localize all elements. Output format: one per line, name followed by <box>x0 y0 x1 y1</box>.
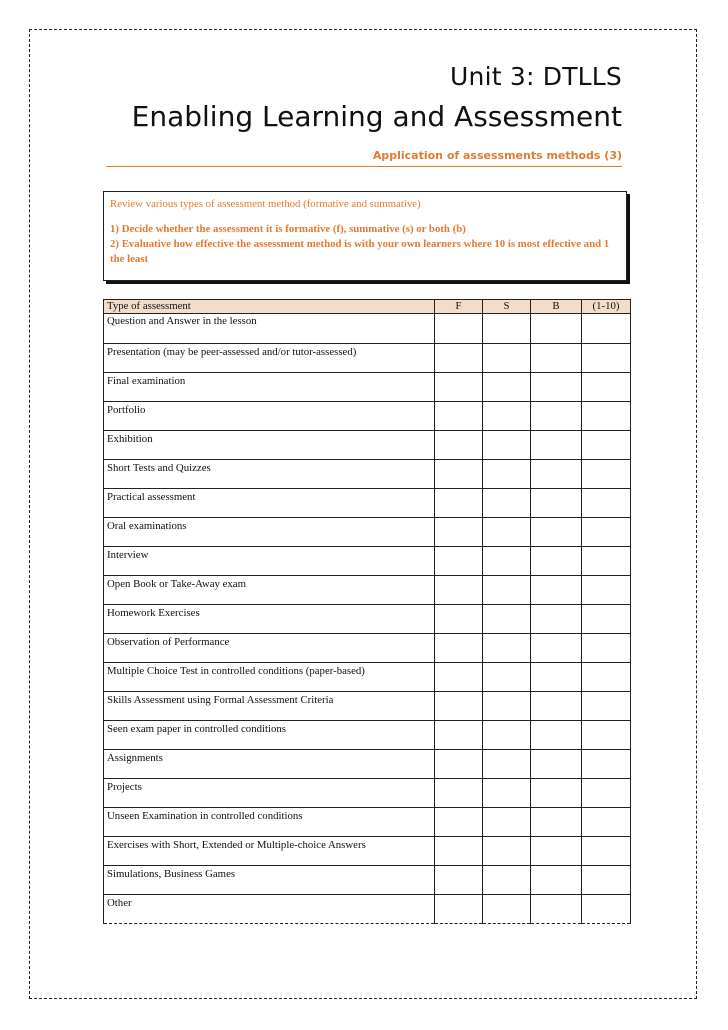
both-cell[interactable] <box>531 837 582 866</box>
assessment-table <box>103 299 631 924</box>
both-cell[interactable] <box>531 779 582 808</box>
table-row <box>104 576 631 605</box>
instructions-step-1: 1) Decide whether the assessment it is formative (f), summative (s) or both (b) <box>110 223 466 235</box>
both-cell[interactable] <box>531 518 582 547</box>
formative-cell[interactable] <box>435 692 483 721</box>
table-row <box>104 634 631 663</box>
table-row <box>104 779 631 808</box>
instructions-step-2: 2) Evaluative how effective the assessment method is with your own learners where 10 is most effective and 1 the least <box>110 238 610 265</box>
both-cell[interactable] <box>531 460 582 489</box>
both-cell[interactable] <box>531 402 582 431</box>
table-row <box>104 866 631 895</box>
unit-title: Unit 3: DTLLS <box>450 62 622 91</box>
summative-cell[interactable] <box>483 663 531 692</box>
formative-cell[interactable] <box>435 605 483 634</box>
formative-cell[interactable] <box>435 750 483 779</box>
table-row <box>104 837 631 866</box>
assessment-type-cell: Oral examinations <box>104 518 435 547</box>
table-row <box>104 489 631 518</box>
rating-cell[interactable] <box>582 663 631 692</box>
summative-cell[interactable] <box>483 779 531 808</box>
table-row <box>104 663 631 692</box>
header-divider <box>106 166 622 167</box>
rating-cell[interactable] <box>582 779 631 808</box>
summative-cell[interactable] <box>483 808 531 837</box>
table-row <box>104 373 631 402</box>
assessment-type-cell: Homework Exercises <box>104 605 435 634</box>
both-cell[interactable] <box>531 750 582 779</box>
rating-cell[interactable] <box>582 576 631 605</box>
summative-cell[interactable] <box>483 402 531 431</box>
both-cell[interactable] <box>531 314 582 344</box>
assessment-type-cell: Projects <box>104 779 435 808</box>
both-cell[interactable] <box>531 895 582 924</box>
table-row <box>104 460 631 489</box>
instructions-box <box>103 191 627 281</box>
table-body <box>104 314 631 924</box>
worksheet-subtitle: Application of assessments methods (3) <box>372 149 622 162</box>
summative-cell[interactable] <box>483 576 531 605</box>
both-cell[interactable] <box>531 547 582 576</box>
both-cell[interactable] <box>531 576 582 605</box>
formative-cell[interactable] <box>435 460 483 489</box>
assessment-type-cell: Simulations, Business Games <box>104 866 435 895</box>
summative-cell[interactable] <box>483 895 531 924</box>
table-row <box>104 402 631 431</box>
summative-cell[interactable] <box>483 605 531 634</box>
formative-cell[interactable] <box>435 576 483 605</box>
assessment-type-cell: Final examination <box>104 373 435 402</box>
formative-cell[interactable] <box>435 373 483 402</box>
table-row <box>104 431 631 460</box>
rating-cell[interactable] <box>582 314 631 344</box>
formative-cell[interactable] <box>435 489 483 518</box>
formative-cell[interactable] <box>435 866 483 895</box>
table-row <box>104 808 631 837</box>
formative-cell[interactable] <box>435 344 483 373</box>
rating-cell[interactable] <box>582 431 631 460</box>
rating-cell[interactable] <box>582 808 631 837</box>
summative-cell[interactable] <box>483 431 531 460</box>
formative-cell[interactable] <box>435 518 483 547</box>
assessment-type-cell: Skills Assessment using Formal Assessment Criteria <box>104 692 435 721</box>
rating-cell[interactable] <box>582 866 631 895</box>
assessment-type-cell: Open Book or Take-Away exam <box>104 576 435 605</box>
formative-cell[interactable] <box>435 721 483 750</box>
formative-cell[interactable] <box>435 808 483 837</box>
formative-cell[interactable] <box>435 634 483 663</box>
col-header-both: B <box>531 300 582 314</box>
rating-cell[interactable] <box>582 344 631 373</box>
summative-cell[interactable] <box>483 489 531 518</box>
rating-cell[interactable] <box>582 605 631 634</box>
formative-cell[interactable] <box>435 431 483 460</box>
rating-cell[interactable] <box>582 692 631 721</box>
rating-cell[interactable] <box>582 489 631 518</box>
instructions-intro: Review various types of assessment method (formative and summative) <box>110 198 421 210</box>
formative-cell[interactable] <box>435 837 483 866</box>
summative-cell[interactable] <box>483 460 531 489</box>
formative-cell[interactable] <box>435 547 483 576</box>
table-row <box>104 721 631 750</box>
rating-cell[interactable] <box>582 895 631 924</box>
rating-cell[interactable] <box>582 373 631 402</box>
assessment-type-cell: Other <box>104 895 435 924</box>
table-row <box>104 692 631 721</box>
rating-cell[interactable] <box>582 837 631 866</box>
rating-cell[interactable] <box>582 402 631 431</box>
assessment-type-cell: Practical assessment <box>104 489 435 518</box>
both-cell[interactable] <box>531 373 582 402</box>
rating-cell[interactable] <box>582 460 631 489</box>
col-header-summative: S <box>483 300 531 314</box>
table-row <box>104 344 631 373</box>
summative-cell[interactable] <box>483 866 531 895</box>
col-header-type: Type of assessment <box>104 300 435 314</box>
assessment-type-cell: Multiple Choice Test in controlled conditions (paper-based) <box>104 663 435 692</box>
table-row <box>104 518 631 547</box>
rating-cell[interactable] <box>582 721 631 750</box>
table-row <box>104 895 631 924</box>
summative-cell[interactable] <box>483 750 531 779</box>
assessment-type-cell: Exercises with Short, Extended or Multiple-choice Answers <box>104 837 435 866</box>
assessment-type-cell: Portfolio <box>104 402 435 431</box>
rating-cell[interactable] <box>582 634 631 663</box>
assessment-type-cell: Question and Answer in the lesson <box>104 314 435 344</box>
summative-cell[interactable] <box>483 837 531 866</box>
assessment-type-cell: Unseen Examination in controlled conditions <box>104 808 435 837</box>
assessment-type-cell: Seen exam paper in controlled conditions <box>104 721 435 750</box>
summative-cell[interactable] <box>483 547 531 576</box>
both-cell[interactable] <box>531 808 582 837</box>
assessment-type-cell: Assignments <box>104 750 435 779</box>
table-header-row <box>104 300 631 314</box>
table-row <box>104 605 631 634</box>
table-row <box>104 750 631 779</box>
both-cell[interactable] <box>531 692 582 721</box>
both-cell[interactable] <box>531 634 582 663</box>
formative-cell[interactable] <box>435 402 483 431</box>
summative-cell[interactable] <box>483 518 531 547</box>
summative-cell[interactable] <box>483 721 531 750</box>
summative-cell[interactable] <box>483 692 531 721</box>
formative-cell[interactable] <box>435 895 483 924</box>
assessment-type-cell: Exhibition <box>104 431 435 460</box>
both-cell[interactable] <box>531 605 582 634</box>
table-row <box>104 314 631 344</box>
both-cell[interactable] <box>531 663 582 692</box>
rating-cell[interactable] <box>582 547 631 576</box>
col-header-rating: (1-10) <box>582 300 631 314</box>
both-cell[interactable] <box>531 489 582 518</box>
both-cell[interactable] <box>531 866 582 895</box>
summative-cell[interactable] <box>483 373 531 402</box>
formative-cell[interactable] <box>435 779 483 808</box>
summative-cell[interactable] <box>483 634 531 663</box>
summative-cell[interactable] <box>483 314 531 344</box>
table-row <box>104 547 631 576</box>
both-cell[interactable] <box>531 344 582 373</box>
assessment-type-cell: Presentation (may be peer-assessed and/or tutor-assessed) <box>104 344 435 373</box>
module-title: Enabling Learning and Assessment <box>131 100 622 133</box>
rating-cell[interactable] <box>582 750 631 779</box>
rating-cell[interactable] <box>582 518 631 547</box>
assessment-type-cell: Interview <box>104 547 435 576</box>
formative-cell[interactable] <box>435 314 483 344</box>
both-cell[interactable] <box>531 431 582 460</box>
formative-cell[interactable] <box>435 663 483 692</box>
both-cell[interactable] <box>531 721 582 750</box>
summative-cell[interactable] <box>483 344 531 373</box>
assessment-type-cell: Observation of Performance <box>104 634 435 663</box>
assessment-type-cell: Short Tests and Quizzes <box>104 460 435 489</box>
col-header-formative: F <box>435 300 483 314</box>
